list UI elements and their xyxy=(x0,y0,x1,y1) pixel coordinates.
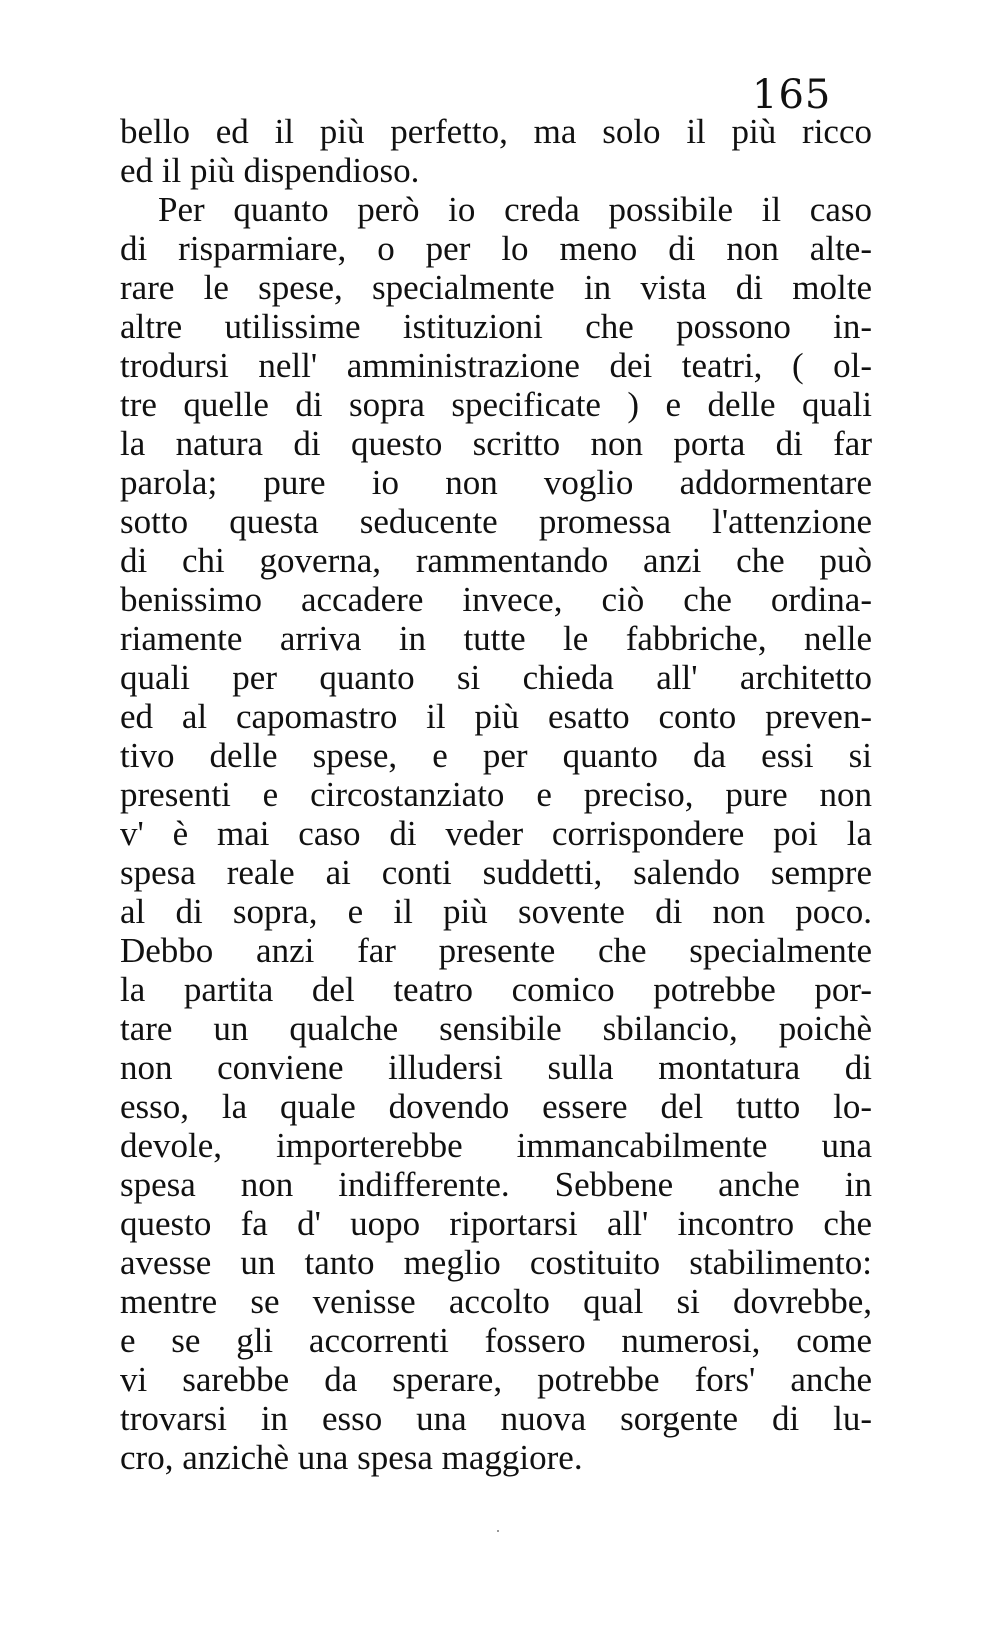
page-number: 165 xyxy=(752,72,832,118)
text-line: devole, importerebbe immancabilmente una xyxy=(120,1126,872,1165)
text-line: questo fa d' uopo riportarsi all' incontro che xyxy=(120,1204,872,1243)
text-line: esso, la quale dovendo essere del tutto lo- xyxy=(120,1087,872,1126)
text-line: di chi governa, rammentando anzi che può xyxy=(120,541,872,580)
text-line: la partita del teatro comico potrebbe por- xyxy=(120,970,872,1009)
text-line: al di sopra, e il più sovente di non poco. xyxy=(120,892,872,931)
text-line: v' è mai caso di veder corrispondere poi la xyxy=(120,814,872,853)
text-line: e se gli accorrenti fossero numerosi, come xyxy=(120,1321,872,1360)
text-line: Per quanto però io creda possibile il caso xyxy=(158,190,872,229)
text-line: tivo delle spese, e per quanto da essi si xyxy=(120,736,872,775)
text-line: Debbo anzi far presente che specialmente xyxy=(120,931,872,970)
text-line: spesa non indifferente. Sebbene anche in xyxy=(120,1165,872,1204)
text-line: avesse un tanto meglio costituito stabilimento: xyxy=(120,1243,872,1282)
text-line: non conviene illudersi sulla montatura di xyxy=(120,1048,872,1087)
text-line: di risparmiare, o per lo meno di non alte- xyxy=(120,229,872,268)
text-line: ed il più dispendioso. xyxy=(120,151,420,190)
text-line: quali per quanto si chieda all' architetto xyxy=(120,658,872,697)
text-line: bello ed il più perfetto, ma solo il più ricco xyxy=(120,112,872,151)
paper-speck xyxy=(497,1530,499,1532)
text-line: rare le spese, specialmente in vista di molte xyxy=(120,268,872,307)
text-line: la natura di questo scritto non porta di far xyxy=(120,424,872,463)
text-line: sotto questa seducente promessa l'attenzione xyxy=(120,502,872,541)
text-line: spesa reale ai conti suddetti, salendo sempre xyxy=(120,853,872,892)
text-line: cro, anzichè una spesa maggiore. xyxy=(120,1438,583,1477)
text-line: riamente arriva in tutte le fabbriche, nelle xyxy=(120,619,872,658)
text-line: parola; pure io non voglio addormentare xyxy=(120,463,872,502)
body-text xyxy=(120,112,872,1477)
text-line: trovarsi in esso una nuova sorgente di lu- xyxy=(120,1399,872,1438)
text-line: ed al capomastro il più esatto conto preven- xyxy=(120,697,872,736)
text-line: mentre se venisse accolto qual si dovrebbe, xyxy=(120,1282,872,1321)
text-line: benissimo accadere invece, ciò che ordina- xyxy=(120,580,872,619)
text-line: vi sarebbe da sperare, potrebbe fors' anche xyxy=(120,1360,872,1399)
text-line: presenti e circostanziato e preciso, pure non xyxy=(120,775,872,814)
text-line: trodursi nell' amministrazione dei teatri, ( ol- xyxy=(120,346,872,385)
text-line: tare un qualche sensibile sbilancio, poichè xyxy=(120,1009,872,1048)
text-line: tre quelle di sopra specificate ) e delle quali xyxy=(120,385,872,424)
text-line: altre utilissime istituzioni che possono in- xyxy=(120,307,872,346)
